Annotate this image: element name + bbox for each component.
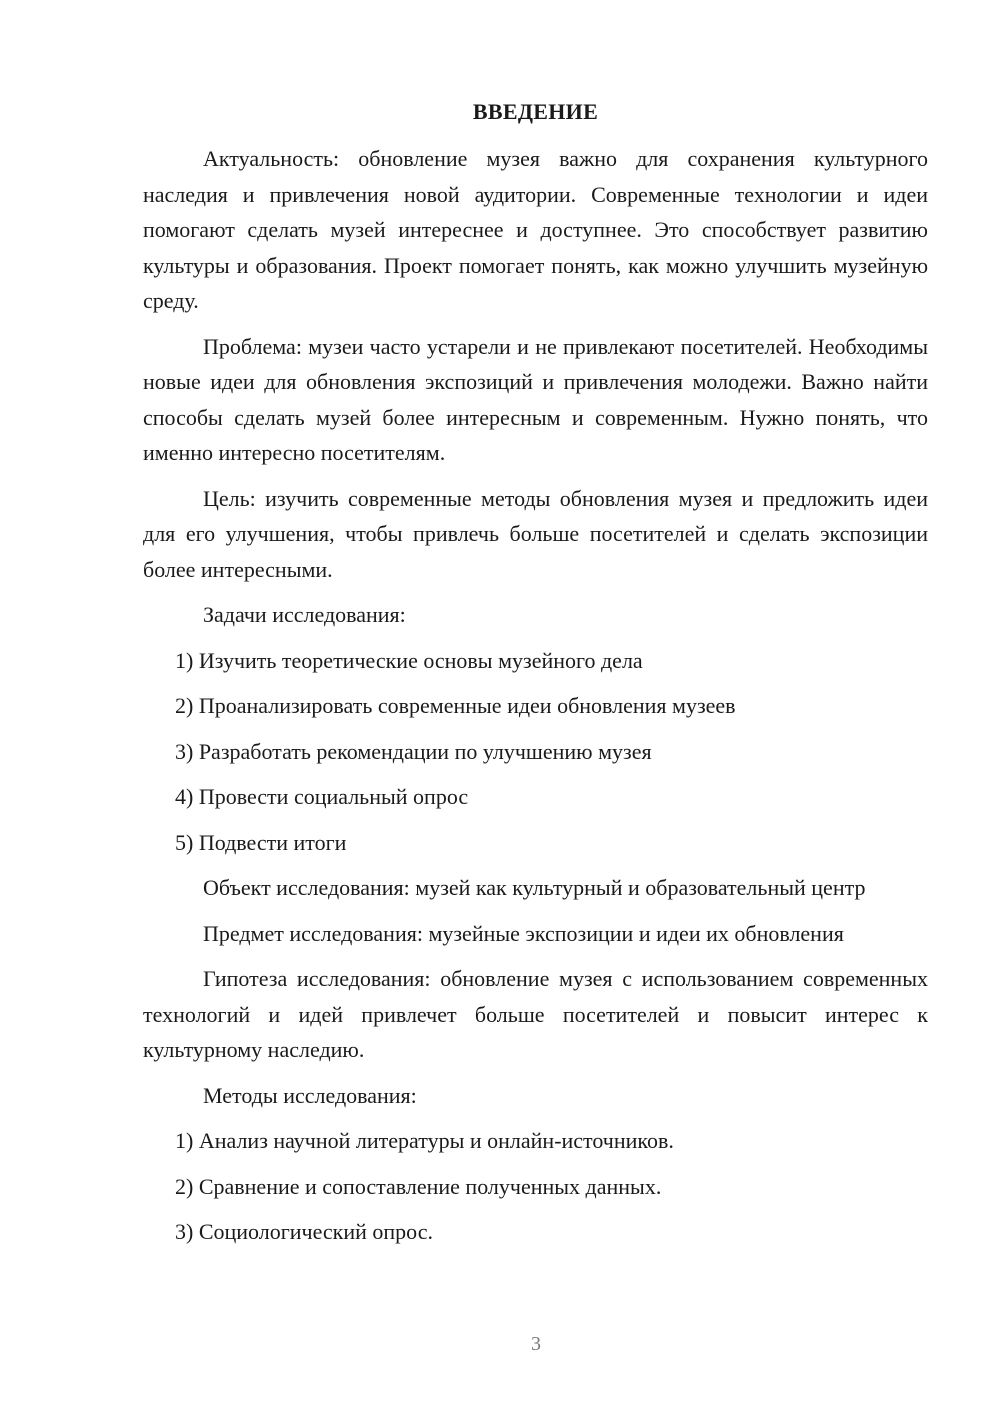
hypothesis-paragraph: Гипотеза исследования: обновление музея с использованием современных технологий и идей привлечет больше посетителей и повысит интерес к культурному наследию. [143,966,928,1062]
page-content [143,95,928,1260]
task-item: 3) Разработать рекомендации по улучшению музея [175,738,652,764]
task-item: 5) Подвести итоги [175,829,347,855]
task-item: 4) Провести социальный опрос [175,784,469,809]
page-number: 3 [531,1333,541,1355]
subject-paragraph: Предмет исследования: музейные экспозиции и идеи их обновления [203,920,844,946]
task-item: 1) Изучить теоретические основы музейного дела [175,647,643,673]
task-item: 2) Проанализировать современные идеи обновления музеев [175,693,736,718]
object-paragraph: Объект исследования: музей как культурный и образовательный центр [203,875,866,900]
relevance-paragraph: Актуальность: обновление музея важно для сохранения культурного наследия и привлечения новой аудитории. Современные технологии и идеи помогают сделать музей интереснее и доступнее. Это способствует развитию культуры и образования. Проект помогает понять, как можно улучшить музейную среду. [143,146,928,313]
method-item: 2) Сравнение и сопоставление полученных данных. [175,1173,662,1199]
goal-paragraph: Цель: изучить современные методы обновления музея и предложить идеи для его улучшения, чтобы привлечь больше посетителей и сделать экспозиции более интересными. [143,485,928,582]
method-item: 3) Социологический опрос. [175,1219,433,1244]
tasks-heading: Задачи исследования: [203,602,406,627]
page-title: ВВЕДЕНИЕ [472,99,599,124]
problem-paragraph: Проблема: музеи часто устарели и не привлекают посетителей. Необходимы новые идеи для обновления экспозиций и привлечения молодежи. Важно найти способы сделать музей более интересным и современным. Нужно понять, что именно интересно посетителям. [143,333,928,465]
methods-heading: Методы исследования: [203,1082,417,1108]
method-item: 1) Анализ научной литературы и онлайн-источников. [175,1128,674,1153]
